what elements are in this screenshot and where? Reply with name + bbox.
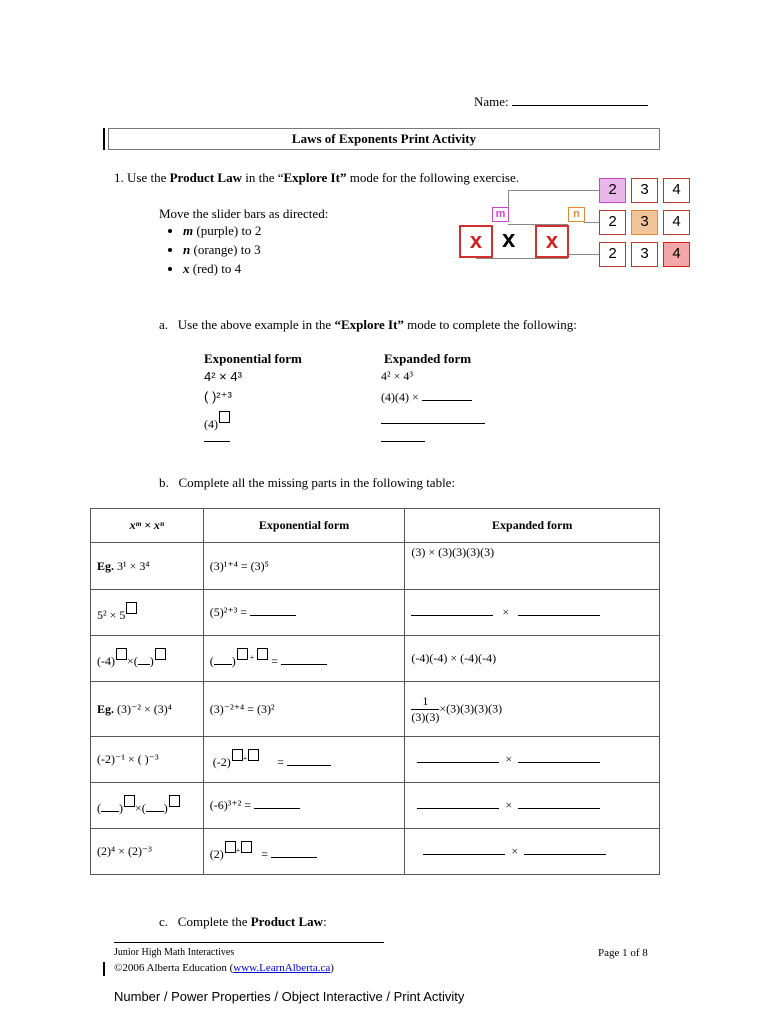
exponent-table — [90, 508, 660, 875]
move-x: • x (red) to 4 — [183, 259, 261, 278]
footer-copyright: ©2006 Alberta Education (www.LearnAlberta.ca) — [114, 962, 334, 974]
footer-rule — [114, 942, 384, 943]
part-a-expanded-1: 4² × 4³ — [381, 369, 413, 383]
footer-org: Junior High Math Interactives — [114, 947, 235, 958]
tile-m-2: 2 — [599, 178, 626, 203]
learnalberta-link[interactable]: www.LearnAlberta.ca — [233, 962, 331, 974]
part-a-col2-header: Expanded form — [384, 351, 472, 366]
x-base-left: x — [459, 225, 493, 258]
name-field — [474, 94, 648, 110]
tile-x-2: 2 — [599, 242, 626, 267]
part-a-expanded-blank-2[interactable] — [381, 441, 425, 442]
x-base-right: x — [535, 225, 569, 258]
page-title: Laws of Exponents Print Activity — [108, 128, 660, 150]
tile-n-4: 4 — [663, 210, 690, 235]
margin-bar — [103, 128, 105, 150]
footer-breadcrumb: Number / Power Properties / Object Interactive / Print Activity — [114, 989, 465, 1004]
header-exponential: Exponential form — [203, 509, 405, 543]
move-label: Move the slider bars as directed: — [159, 206, 329, 221]
header-xm-xn: xᵐ × xⁿ — [91, 509, 204, 543]
part-a-expanded-2: (4)(4) × — [381, 390, 472, 405]
name-label: Name: — [474, 94, 512, 109]
table-row: (-4) ×( ) ( ) + = (-4)(-4) × (-4)(-4) — [91, 636, 660, 682]
footer-page: Page 1 of 8 — [598, 947, 648, 959]
part-a-instruction: a. Use the above example in the “Explore It” mode to complete the following: — [159, 317, 577, 332]
table-row: 5² × 5 (5)²⁺³ = × — [91, 590, 660, 636]
part-a-exp-2: ( )²⁺³ — [204, 389, 232, 404]
tile-m-4: 4 — [663, 178, 690, 203]
move-list — [159, 221, 261, 278]
tile-x-3: 3 — [631, 242, 658, 267]
part-a-exp-3: (4) — [204, 411, 230, 432]
footer-margin-bar — [103, 962, 105, 976]
part-c-instruction: c. Complete the Product Law: — [159, 914, 327, 929]
table-row: (-2)⁻¹ × ( )⁻³ (-2) + = × — [91, 737, 660, 783]
table-header-row — [91, 509, 660, 543]
q1-intro: 1. Use the Product Law in the “Explore It” mode for the following exercise. — [114, 170, 520, 185]
table-row: ( ) ×( ) (-6)³⁺² = × — [91, 783, 660, 829]
table-row: (2)⁴ × (2)⁻³ (2) + = × — [91, 829, 660, 875]
header-expanded: Expanded form — [405, 509, 660, 543]
part-a-exp-1: 4² × 4³ — [204, 369, 242, 384]
m-slider-label: m — [492, 207, 509, 222]
tile-n-2: 2 — [599, 210, 626, 235]
tile-x-4: 4 — [663, 242, 690, 267]
times-sign: x — [502, 226, 516, 253]
part-b-instruction: b. Complete all the missing parts in the following table: — [159, 475, 456, 490]
tile-m-3: 3 — [631, 178, 658, 203]
part-a-exp-blank[interactable] — [204, 441, 230, 442]
part-a-expanded-blank-1[interactable] — [381, 423, 485, 424]
table-row: Eg. (3)⁻² × (3)⁴ (3)⁻²⁺⁴ = (3)² $\frac{1}{(3)(3)}$ ×(3)(3)(3)(3) — [91, 682, 660, 737]
n-slider-label: n — [568, 207, 585, 222]
move-n: • n (orange) to 3 — [183, 240, 261, 259]
table-row: Eg. 3¹ × 3⁴ (3)¹⁺⁴ = (3)⁵ (3) × (3)(3)(3)(3) — [91, 543, 660, 590]
move-m: • m (purple) to 2 — [183, 221, 261, 240]
name-blank[interactable] — [512, 105, 648, 106]
part-a-col1-header: Exponential form — [204, 351, 302, 366]
tile-n-3: 3 — [631, 210, 658, 235]
